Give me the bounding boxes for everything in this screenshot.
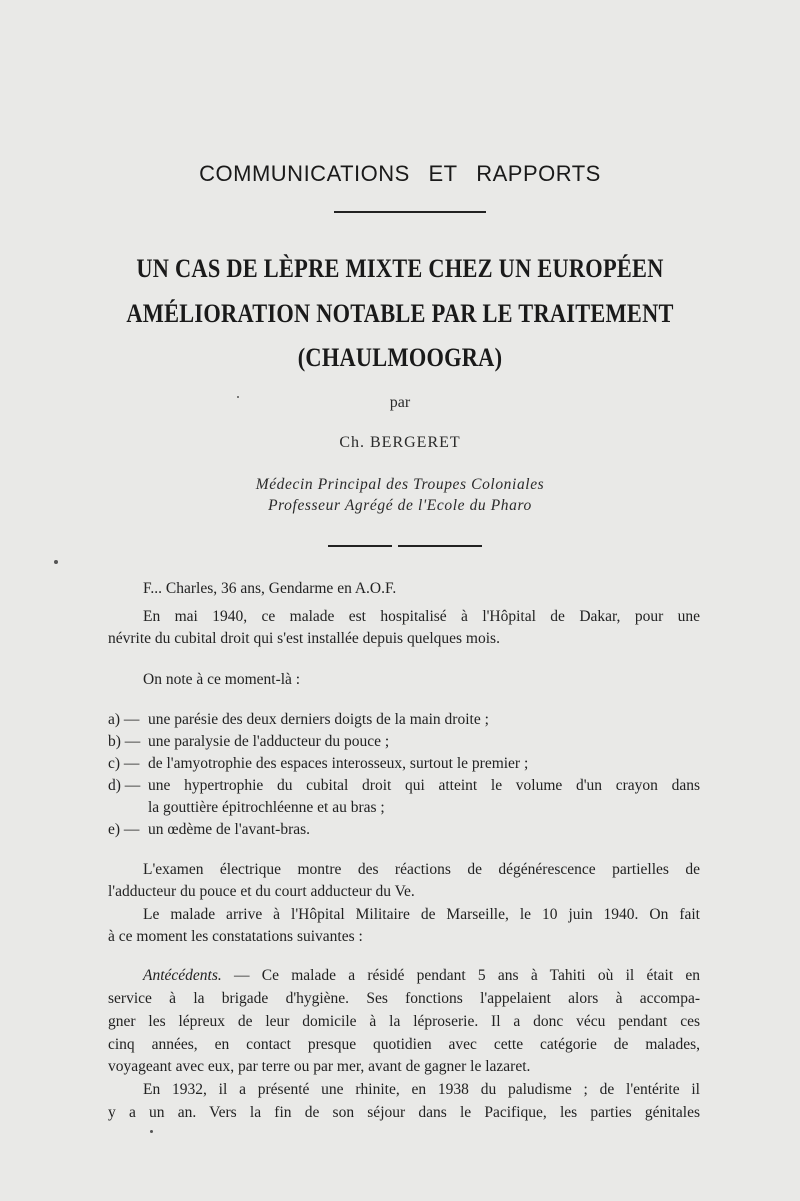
body-line: En mai 1940, ce malade est hospitalisé à l'Hôpital de Dakar, pour une: [143, 608, 700, 625]
ink-speck: [54, 560, 58, 564]
ink-speck: [150, 1130, 153, 1133]
body-line: l'adducteur du pouce et du court adducteur du Ve.: [108, 883, 415, 900]
article-title-line-1: UN CAS DE LÈPRE MIXTE CHEZ UN EUROPÉEN: [136, 254, 664, 283]
author-name: Ch. BERGERET: [339, 434, 461, 451]
body-line: L'examen électrique montre des réactions de dégénérescence partielles de: [143, 861, 700, 878]
article-title-line-2: AMÉLIORATION NOTABLE PAR LE TRAITEMENT: [126, 299, 674, 328]
paragraph-heading: Antécédents.: [143, 967, 222, 984]
section-heading-word: RAPPORTS: [476, 161, 601, 186]
separator-rule-left: [328, 545, 392, 547]
section-heading: [0, 161, 800, 187]
article-title-line-3: (CHAULMOOGRA): [297, 343, 503, 372]
list-item-text: une hypertrophie du cubital droit qui atteint le volume d'un crayon dans: [148, 777, 700, 794]
list-item-label: a) —: [108, 711, 140, 728]
body-text: — Ce malade a résidé pendant 5 ans à Tahiti où il était en: [234, 967, 700, 984]
body-line: à ce moment les constatations suivantes :: [108, 928, 363, 945]
list-item-label: e) —: [108, 821, 140, 838]
heading-rule: [334, 211, 486, 213]
list-item-text: une paralysie de l'adducteur du pouce ;: [148, 733, 390, 750]
body-line: y a un an. Vers la fin de son séjour dans le Pacifique, les parties génitales: [108, 1104, 700, 1121]
body-line: voyageant avec eux, par terre ou par mer, avant de gagner le lazaret.: [108, 1058, 531, 1075]
body-line: On note à ce moment-là :: [143, 671, 301, 688]
list-item-label: c) —: [108, 755, 140, 772]
list-item-label: b) —: [108, 733, 141, 750]
byline-par: par: [389, 394, 411, 411]
section-heading-word: COMMUNICATIONS: [199, 161, 410, 186]
list-item-text: un œdème de l'avant-bras.: [148, 821, 311, 838]
list-item-label: d) —: [108, 777, 141, 794]
list-item-text: une parésie des deux derniers doigts de la main droite ;: [148, 711, 489, 728]
body-line: cinq années, en contact presque quotidien avec cette catégorie de malades,: [108, 1036, 700, 1053]
body-line: F... Charles, 36 ans, Gendarme en A.O.F.: [143, 580, 397, 597]
author-affiliation-1: Médecin Principal des Troupes Coloniales: [255, 476, 545, 493]
body-line: En 1932, il a présenté une rhinite, en 1938 du paludisme ; de l'entérite il: [143, 1081, 700, 1098]
body-line: Le malade arrive à l'Hôpital Militaire de Marseille, le 10 juin 1940. On fait: [143, 906, 700, 923]
author-affiliation-2: Professeur Agrégé de l'Ecole du Pharo: [268, 497, 532, 514]
body-line: névrite du cubital droit qui s'est installée depuis quelques mois.: [108, 630, 500, 647]
body-line: gner les lépreux de leur domicile à la léproserie. Il a donc vécu pendant ces: [108, 1013, 700, 1030]
section-heading-word: ET: [428, 161, 458, 186]
list-item-continuation: la gouttière épitrochléenne et au bras ;: [148, 799, 385, 816]
body-line: service à la brigade d'hygiène. Ses fonctions l'appelaient alors à accompa-: [108, 990, 700, 1007]
body-line: [143, 967, 700, 985]
ink-speck: [237, 396, 239, 398]
separator-rule-right: [398, 545, 482, 547]
list-item-text: de l'amyotrophie des espaces interosseux, surtout le premier ;: [148, 755, 529, 772]
